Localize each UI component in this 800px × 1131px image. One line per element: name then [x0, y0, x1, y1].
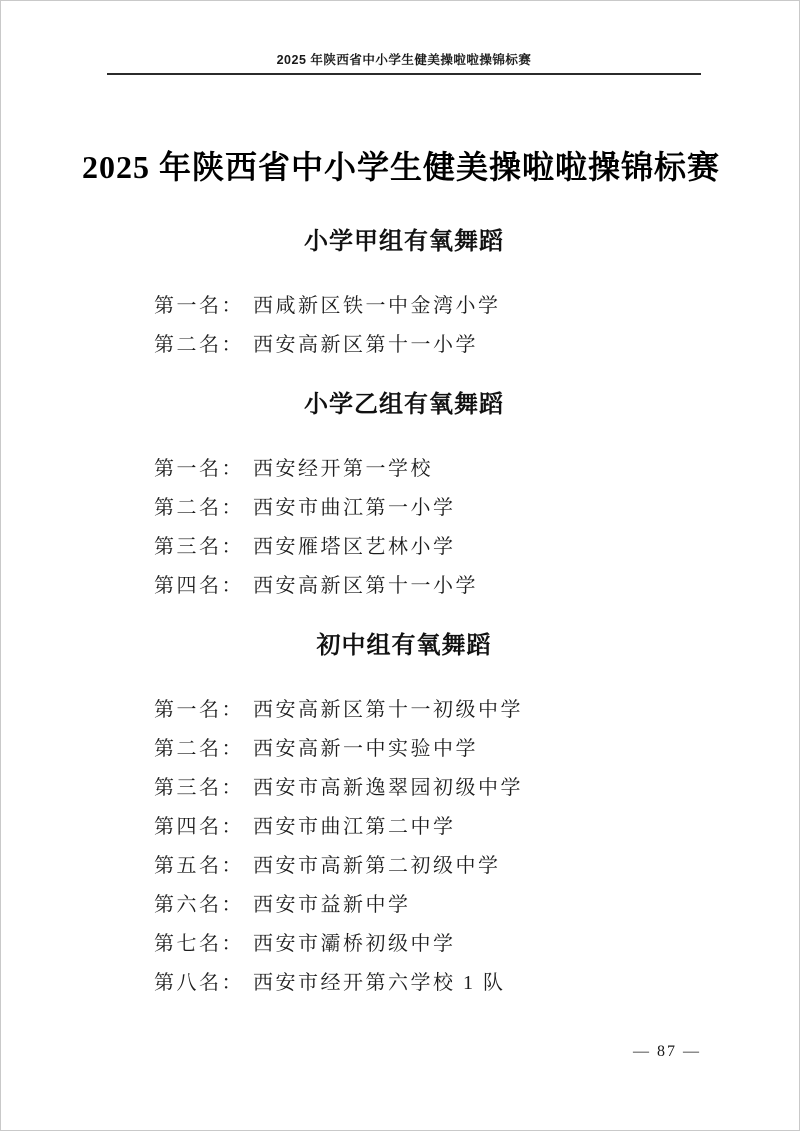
section-primary-group-a: [107, 227, 701, 365]
school-name: 西安市灞桥初级中学: [253, 933, 456, 955]
header-divider: [107, 73, 701, 75]
section-junior-high-group: [107, 631, 701, 1003]
result-row: [154, 808, 701, 847]
results-body: [107, 227, 701, 1003]
rank-label: 第二名：: [154, 738, 244, 760]
result-row: [154, 925, 701, 964]
section-heading: 小学甲组有氧舞蹈: [304, 228, 504, 255]
rank-label: 第三名：: [154, 536, 244, 558]
result-row: [154, 528, 701, 567]
rank-label: 第一名：: [154, 699, 244, 721]
rank-label: 第三名：: [154, 777, 244, 799]
page-title: 2025 年陕西省中小学生健美操啦啦操锦标赛: [81, 149, 720, 185]
school-name: 西安经开第一学校: [253, 458, 433, 480]
rank-label: 第四名：: [154, 575, 244, 597]
result-row: [154, 287, 701, 326]
school-name: 西安高新区第十一初级中学: [253, 699, 523, 721]
section-heading: 小学乙组有氧舞蹈: [304, 391, 504, 418]
school-name: 西安市高新逸翠园初级中学: [253, 777, 523, 799]
school-name: 西安市曲江第二中学: [253, 816, 456, 838]
running-header-text: 2025 年陕西省中小学生健美操啦啦操锦标赛: [276, 53, 532, 67]
result-row: [154, 450, 701, 489]
result-row: [154, 489, 701, 528]
result-row: [154, 886, 701, 925]
section-heading: 初中组有氧舞蹈: [316, 632, 492, 659]
rank-label: 第八名：: [154, 972, 244, 994]
results-list: [107, 287, 701, 365]
rank-label: 第七名：: [154, 933, 244, 955]
running-header: [107, 51, 701, 75]
result-row: [154, 730, 701, 769]
school-name: 西咸新区铁一中金湾小学: [253, 295, 501, 317]
result-row: [154, 567, 701, 606]
result-row: [154, 964, 701, 1003]
rank-label: 第二名：: [154, 334, 244, 356]
school-name: 西安市高新第二初级中学: [253, 855, 501, 877]
school-name: 西安雁塔区艺林小学: [253, 536, 456, 558]
school-name: 西安市经开第六学校 1 队: [253, 972, 506, 994]
results-list: [107, 691, 701, 1003]
result-row: [154, 691, 701, 730]
page-number: — 87 —: [633, 1043, 701, 1060]
school-name: 西安市益新中学: [253, 894, 411, 916]
section-primary-group-b: [107, 390, 701, 606]
result-row: [154, 326, 701, 365]
school-name: 西安高新一中实验中学: [253, 738, 478, 760]
rank-label: 第六名：: [154, 894, 244, 916]
rank-label: 第四名：: [154, 816, 244, 838]
results-list: [107, 450, 701, 606]
rank-label: 第二名：: [154, 497, 244, 519]
school-name: 西安市曲江第一小学: [253, 497, 456, 519]
rank-label: 第五名：: [154, 855, 244, 877]
school-name: 西安高新区第十一小学: [253, 334, 478, 356]
school-name: 西安高新区第十一小学: [253, 575, 478, 597]
rank-label: 第一名：: [154, 458, 244, 480]
result-row: [154, 769, 701, 808]
rank-label: 第一名：: [154, 295, 244, 317]
result-row: [154, 847, 701, 886]
